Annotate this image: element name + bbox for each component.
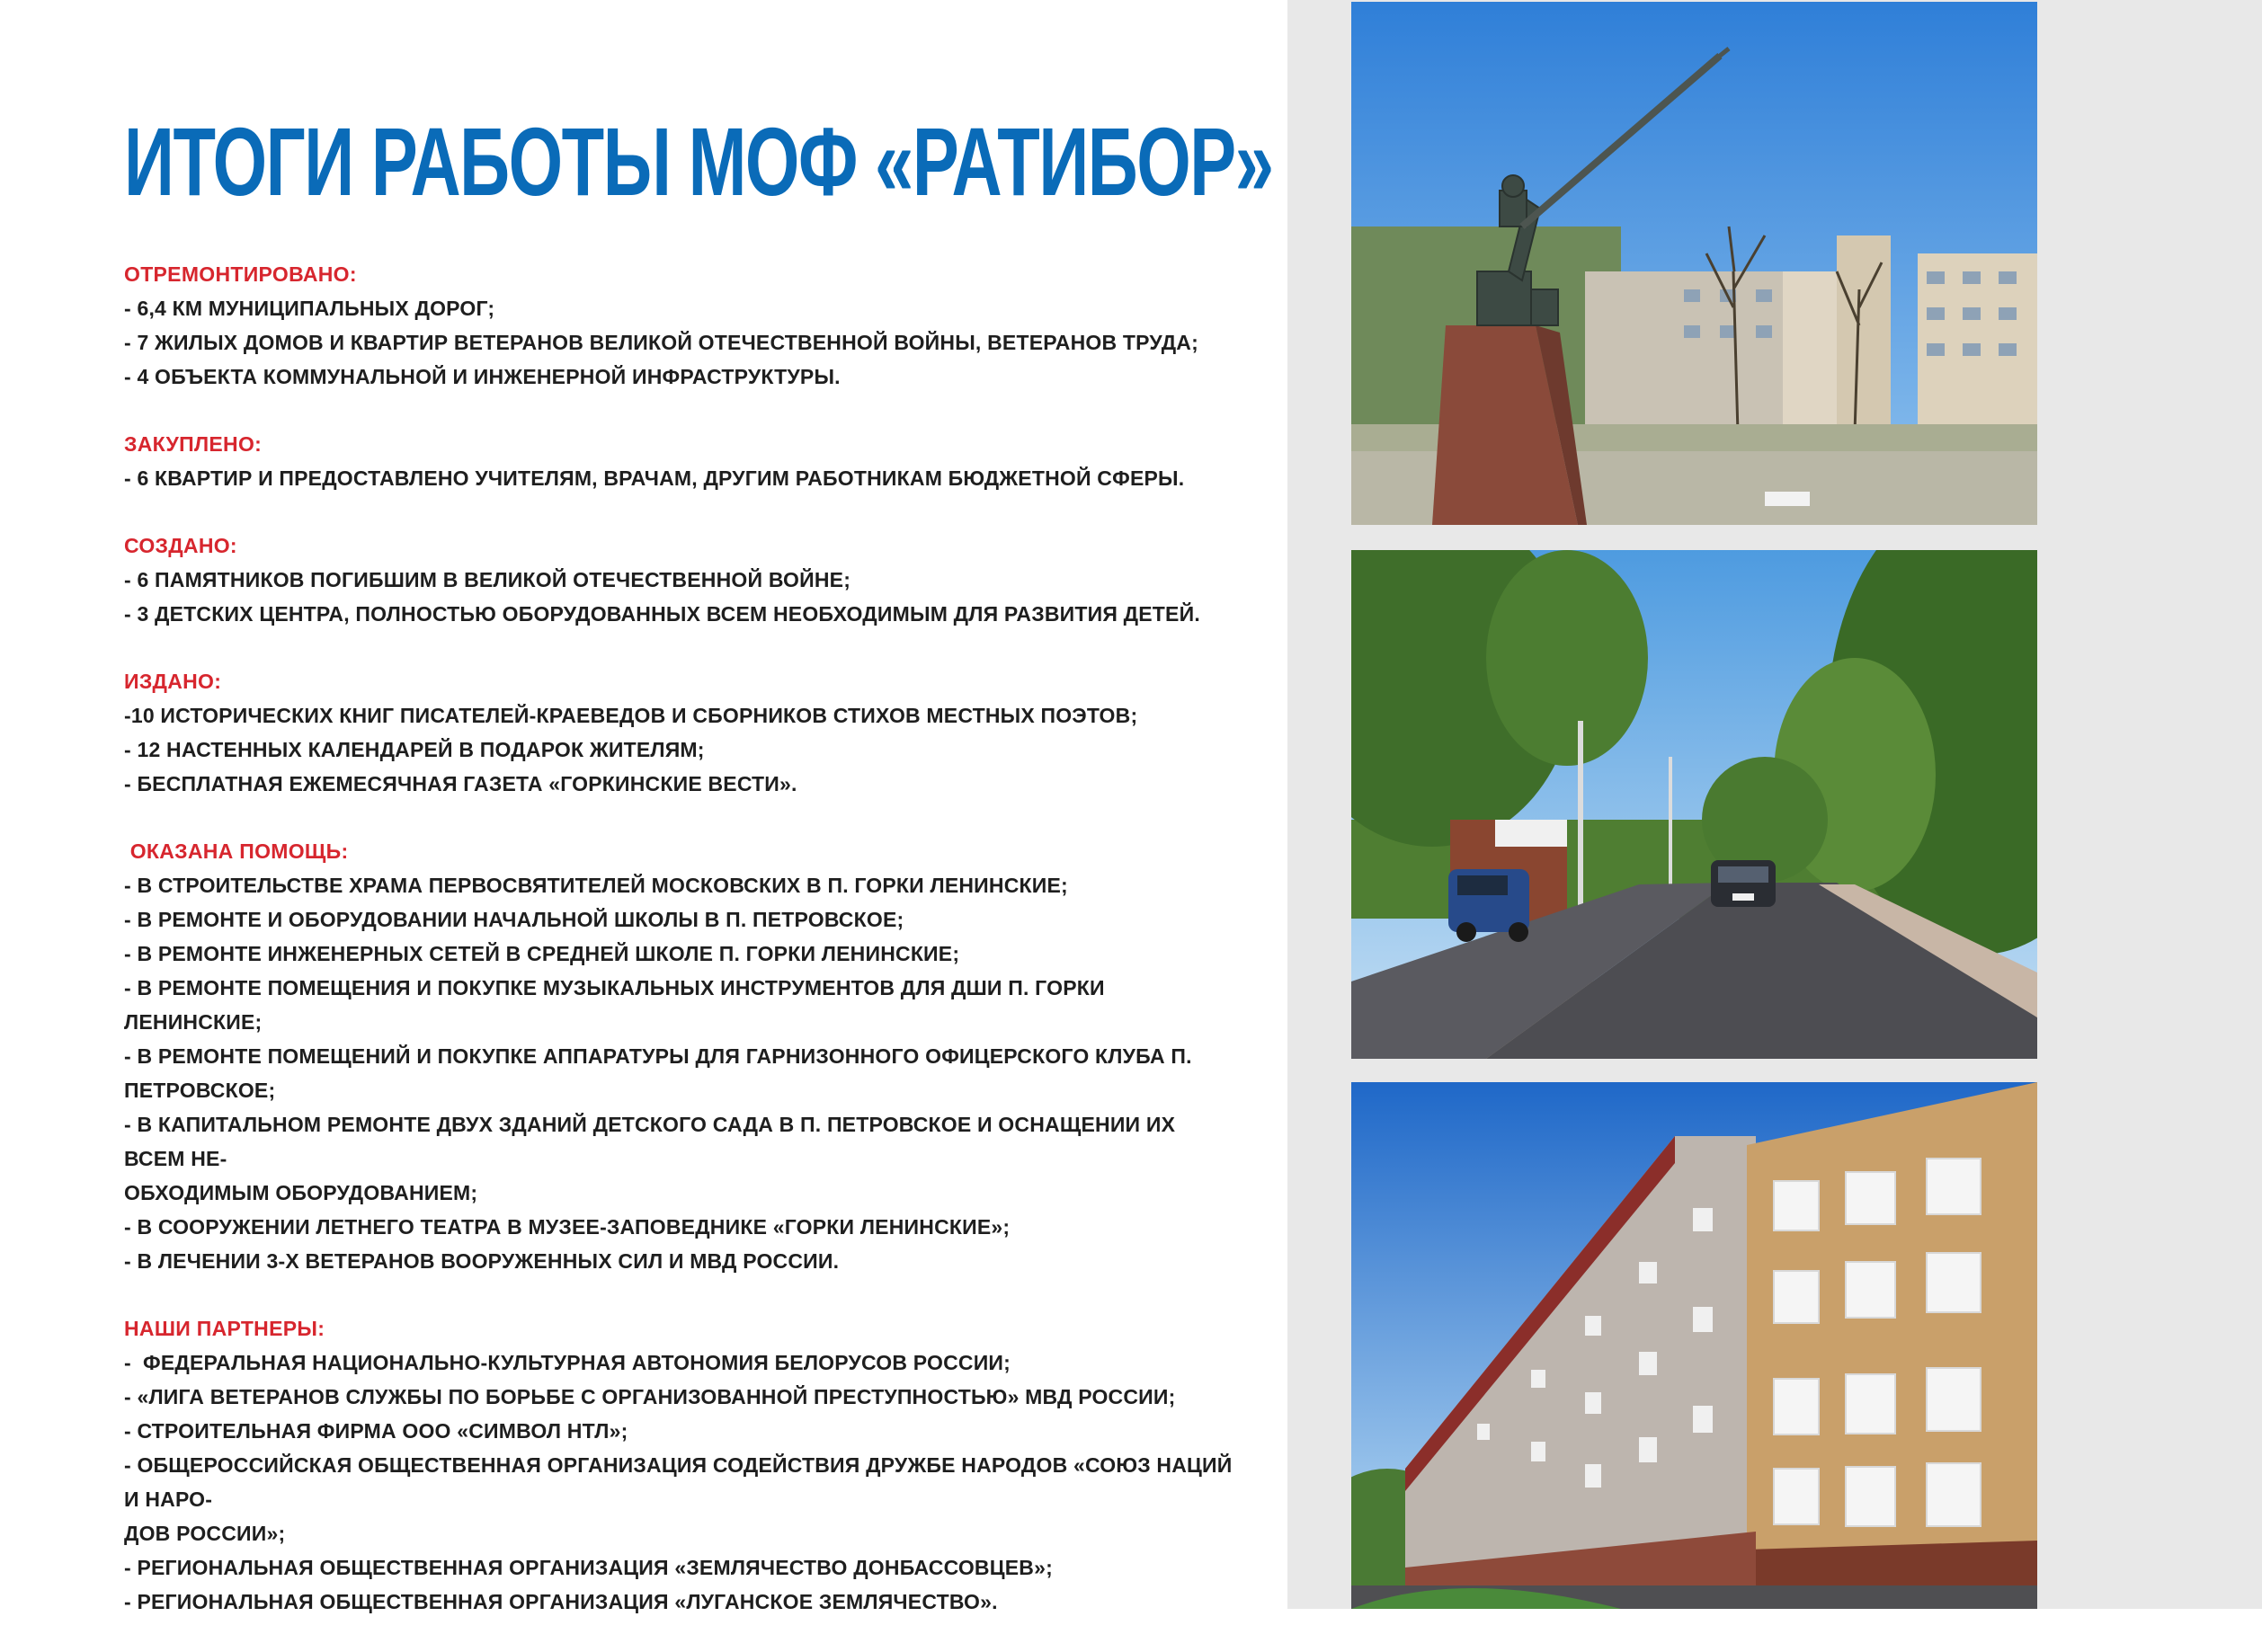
section-heading: СОЗДАНО: <box>124 534 237 557</box>
list-item: - В РЕМОНТЕ ПОМЕЩЕНИЙ И ПОКУПКЕ АППАРАТУРЫ ДЛЯ ГАРНИЗОННОГО ОФИЦЕРСКОГО КЛУБА П. ПЕТРОВСКОЕ; <box>124 1044 1198 1102</box>
list-item: ДОВ РОССИИ»; <box>124 1522 286 1545</box>
section-0 <box>124 257 1239 394</box>
section-5 <box>124 1311 1239 1619</box>
monument-illustration <box>1351 2 2037 525</box>
monument-photo <box>1351 2 2037 525</box>
list-item: - 4 ОБЪЕКТА КОММУНАЛЬНОЙ И ИНЖЕНЕРНОЙ ИНФРАСТРУКТУРЫ. <box>124 365 841 388</box>
section-heading: ИЗДАНО: <box>124 670 222 693</box>
list-item: - 6 КВАРТИР И ПРЕДОСТАВЛЕНО УЧИТЕЛЯМ, ВРАЧАМ, ДРУГИМ РАБОТНИКАМ БЮДЖЕТНОЙ СФЕРЫ. <box>124 466 1185 490</box>
list-item: - В РЕМОНТЕ И ОБОРУДОВАНИИ НАЧАЛЬНОЙ ШКОЛЫ В П. ПЕТРОВСКОЕ; <box>124 908 904 931</box>
list-item: - В ЛЕЧЕНИИ 3-Х ВЕТЕРАНОВ ВООРУЖЕННЫХ СИЛ И МВД РОССИИ. <box>124 1249 840 1273</box>
section-heading: ОТРЕМОНТИРОВАНО: <box>124 262 357 286</box>
list-item: - В СТРОИТЕЛЬСТВЕ ХРАМА ПЕРВОСВЯТИТЕЛЕЙ МОСКОВСКИХ В П. ГОРКИ ЛЕНИНСКИЕ; <box>124 874 1068 897</box>
section-heading: НАШИ ПАРТНЕРЫ: <box>124 1317 325 1340</box>
list-item: - ФЕДЕРАЛЬНАЯ НАЦИОНАЛЬНО-КУЛЬТУРНАЯ АВТОНОМИЯ БЕЛОРУСОВ РОССИИ; <box>124 1351 1011 1374</box>
section-3 <box>124 664 1239 801</box>
road-illustration <box>1351 550 2037 1059</box>
list-item: - 6 ПАМЯТНИКОВ ПОГИБШИМ В ВЕЛИКОЙ ОТЕЧЕСТВЕННОЙ ВОЙНЕ; <box>124 568 851 591</box>
road-photo <box>1351 550 2037 1059</box>
section-heading: ОКАЗАНА ПОМОЩЬ: <box>124 839 349 863</box>
list-item: -10 ИСТОРИЧЕСКИХ КНИГ ПИСАТЕЛЕЙ-КРАЕВЕДОВ И СБОРНИКОВ СТИХОВ МЕСТНЫХ ПОЭТОВ; <box>124 704 1138 727</box>
section-4 <box>124 834 1239 1278</box>
list-item: - В СООРУЖЕНИИ ЛЕТНЕГО ТЕАТРА В МУЗЕЕ-ЗАПОВЕДНИКЕ «ГОРКИ ЛЕНИНСКИЕ»; <box>124 1215 1011 1239</box>
list-item: - ОБЩЕРОССИЙСКАЯ ОБЩЕСТВЕННАЯ ОРГАНИЗАЦИЯ СОДЕЙСТВИЯ ДРУЖБЕ НАРОДОВ «СОЮЗ НАЦИЙ И НАРО- <box>124 1453 1239 1511</box>
list-item: - 12 НАСТЕННЫХ КАЛЕНДАРЕЙ В ПОДАРОК ЖИТЕЛЯМ; <box>124 738 705 761</box>
section-2 <box>124 528 1239 631</box>
list-item: ОБХОДИМЫМ ОБОРУДОВАНИЕМ; <box>124 1181 478 1204</box>
list-item: - РЕГИОНАЛЬНАЯ ОБЩЕСТВЕННАЯ ОРГАНИЗАЦИЯ «ЗЕМЛЯЧЕСТВО ДОНБАССОВЦЕВ»; <box>124 1556 1053 1579</box>
list-item: - 7 ЖИЛЫХ ДОМОВ И КВАРТИР ВЕТЕРАНОВ ВЕЛИКОЙ ОТЕЧЕСТВЕННОЙ ВОЙНЫ, ВЕТЕРАНОВ ТРУДА; <box>124 331 1198 354</box>
page-title: ИТОГИ РАБОТЫ МОФ «РАТИБОР» <box>124 107 1273 216</box>
section-1 <box>124 427 1239 495</box>
list-item: - 6,4 КМ МУНИЦИПАЛЬНЫХ ДОРОГ; <box>124 297 495 320</box>
list-item: - БЕСПЛАТНАЯ ЕЖЕМЕСЯЧНАЯ ГАЗЕТА «ГОРКИНСКИЕ ВЕСТИ». <box>124 772 797 795</box>
building-photo <box>1351 1082 2037 1609</box>
report-content <box>124 257 1239 1652</box>
list-item: - 3 ДЕТСКИХ ЦЕНТРА, ПОЛНОСТЬЮ ОБОРУДОВАННЫХ ВСЕМ НЕОБХОДИМЫМ ДЛЯ РАЗВИТИЯ ДЕТЕЙ. <box>124 602 1200 626</box>
list-item: - «ЛИГА ВЕТЕРАНОВ СЛУЖБЫ ПО БОРЬБЕ С ОРГАНИЗОВАННОЙ ПРЕСТУПНОСТЬЮ» МВД РОССИИ; <box>124 1385 1176 1408</box>
list-item: - СТРОИТЕЛЬНАЯ ФИРМА ООО «СИМВОЛ НТЛ»; <box>124 1419 628 1443</box>
building-illustration <box>1351 1082 2037 1609</box>
section-heading: ЗАКУПЛЕНО: <box>124 432 263 456</box>
list-item: - РЕГИОНАЛЬНАЯ ОБЩЕСТВЕННАЯ ОРГАНИЗАЦИЯ «ЛУГАНСКОЕ ЗЕМЛЯЧЕСТВО». <box>124 1590 998 1613</box>
list-item: - В РЕМОНТЕ ПОМЕЩЕНИЯ И ПОКУПКЕ МУЗЫКАЛЬНЫХ ИНСТРУМЕНТОВ ДЛЯ ДШИ П. ГОРКИ ЛЕНИНСКИЕ; <box>124 976 1111 1034</box>
list-item: - В РЕМОНТЕ ИНЖЕНЕРНЫХ СЕТЕЙ В СРЕДНЕЙ ШКОЛЕ П. ГОРКИ ЛЕНИНСКИЕ; <box>124 942 960 965</box>
list-item: - В КАПИТАЛЬНОМ РЕМОНТЕ ДВУХ ЗДАНИЙ ДЕТСКОГО САДА В П. ПЕТРОВСКОЕ И ОСНАЩЕНИИ ИХ ВСЕМ НЕ- <box>124 1113 1181 1170</box>
